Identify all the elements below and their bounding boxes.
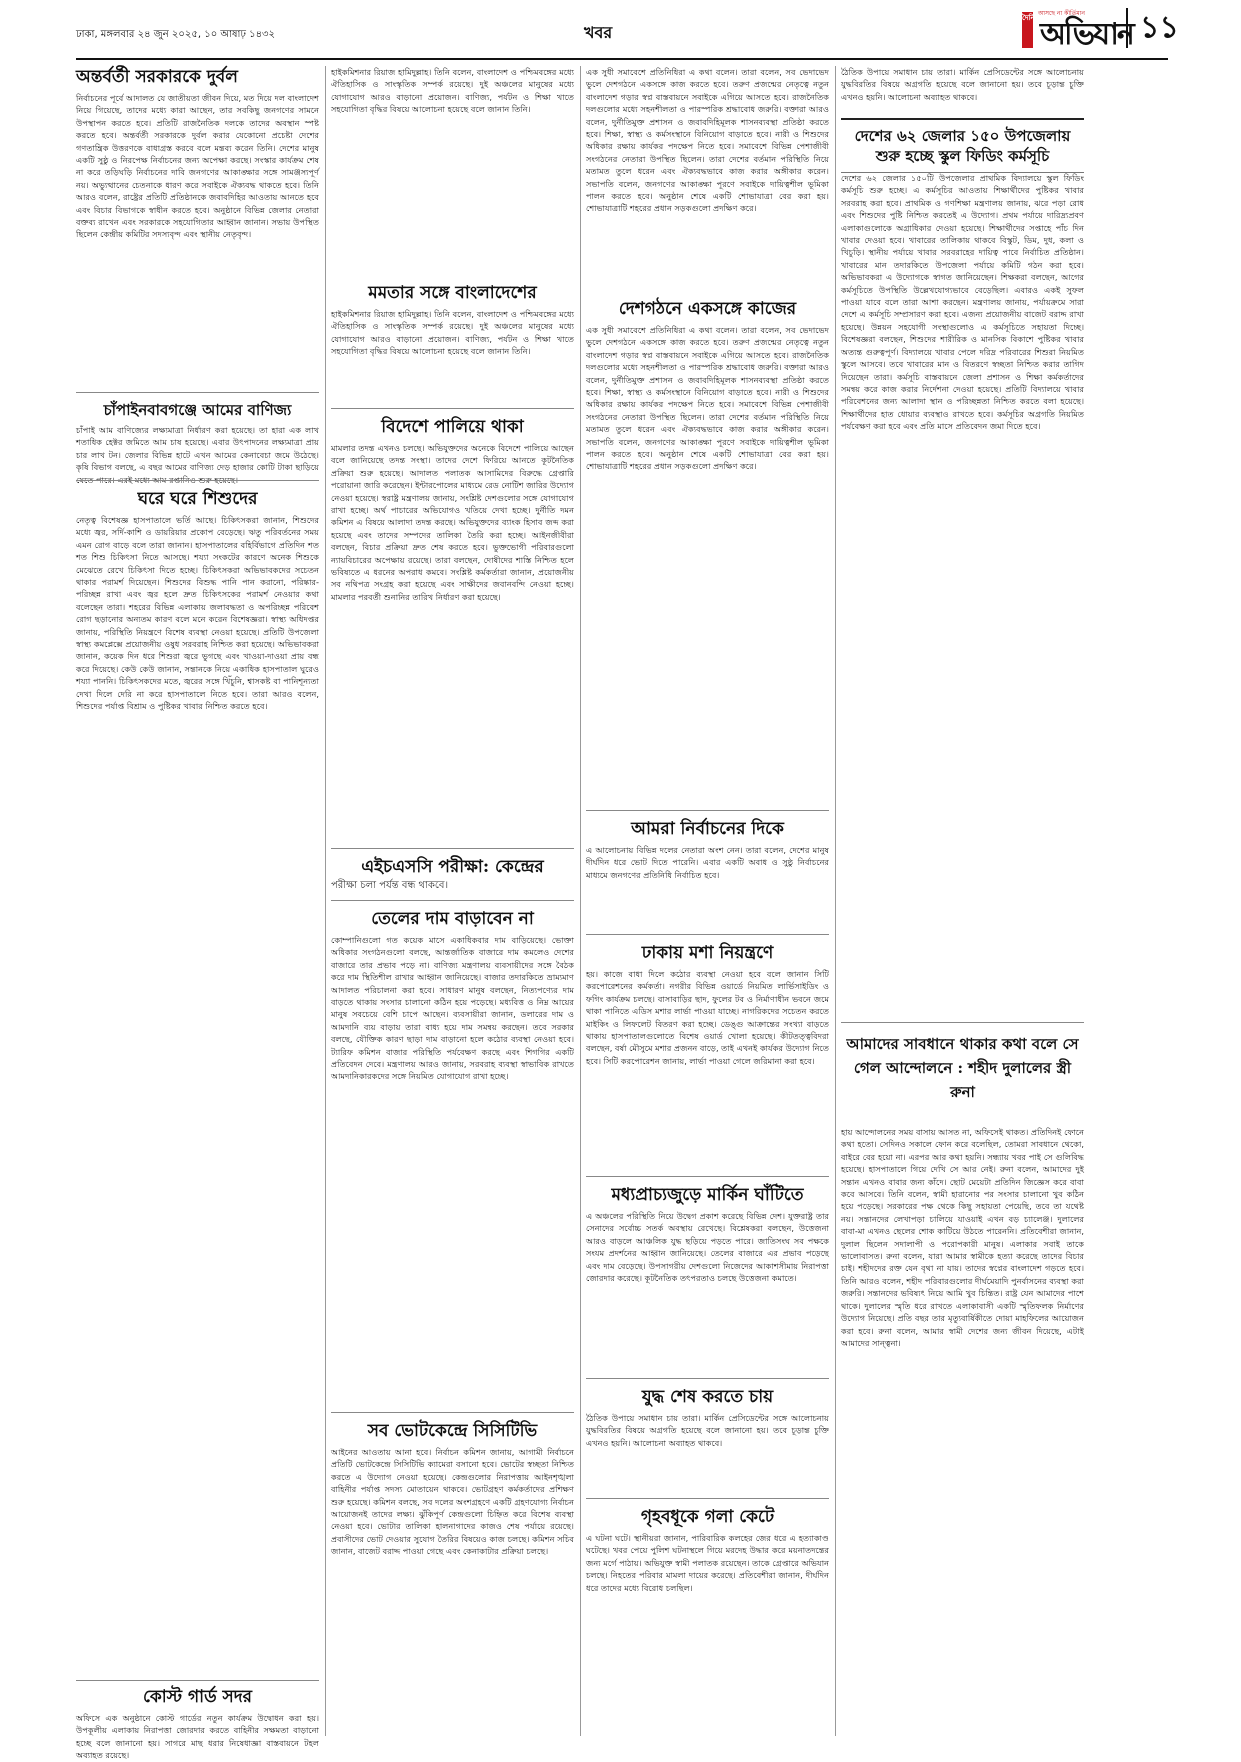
article-separator <box>76 1680 319 1681</box>
article-body: নেতৃত্ব বিশেষজ্ঞ হাসপাতালে ভর্তি আছে। চিকিৎসকরা জানান, শিশুদের মধ্যে জ্বর, সর্দি-কাশি ও ডায়রিয়ার প্রকোপ বেড়েছে। ঋতু পরিবর্তনের সময় এমন রোগ বাড়ে বলে তারা জানান। হাসপাতালের বহির্বিভাগে প্রতিদিন শত শত শিশু চিকিৎসা নিতে আসছে। শয্যা সংকটের কারণে অনেক শিশুকে মেঝেতে রেখে চিকিৎসা দিতে হচ্ছে। চিকিৎসকরা অভিভাবকদের সচেতন থাকার পরামর্শ দিয়েছেন। শিশুদের বিশুদ্ধ পানি পান করানো, পরিষ্কার-পরিচ্ছন্ন রাখা এবং জ্বর হলে দ্রুত চিকিৎসকের পরামর্শ নেওয়ার কথা বলেছেন তারা। শহরের বিভিন্ন এলাকায় জলাবদ্ধতা ও অপরিচ্ছন্ন পরিবেশ রোগ ছড়ানোর অন্যতম কারণ বলে মনে করেন বিশেষজ্ঞরা। স্বাস্থ্য অধিদপ্তর জানায়, পরিস্থিতি নিয়ন্ত্রণে বিশেষ ব্যবস্থা নেওয়া হয়েছে। প্রতিটি উপজেলা স্বাস্থ্য কমপ্লেক্সে প্রয়োজনীয় ওষুধ সরবরাহ নিশ্চিত করা হয়েছে। অভিভাবকরা জানান, কয়েক দিন ধরে শিশুরা জ্বরে ভুগছে এবং খাওয়া-দাওয়া প্রায় বন্ধ করে দিয়েছে। কেউ কেউ জানান, সন্তানকে নিয়ে একাধিক হাসপাতাল ঘুরেও শয্যা পাননি। চিকিৎসকদের মতে, জ্বরের সঙ্গে খিঁচুনি, শ্বাসকষ্ট বা পানিশূন্যতা দেখা দিলে দেরি না করে হাসপাতালে নিতে হবে। তারা আরও বলেন, শিশুদের পর্যাপ্ত বিশ্রাম ও পুষ্টিকর খাবার নিশ্চিত করতে হবে। <box>76 515 319 712</box>
article-separator <box>76 392 319 393</box>
article-block <box>841 1126 1084 1734</box>
article-block <box>586 942 829 1172</box>
article-headline: মমতার সঙ্গে বাংলাদেশের <box>368 283 537 303</box>
article-headline: চাঁপাইনবাবগঞ্জে আমের বাণিজ্য <box>103 401 292 419</box>
article-body-continued: এক সুধী সমাবেশে প্রতিনিধিরা এ কথা বলেন। তারা বলেন, সব ভেদাভেদ ভুলে দেশগঠনে একসঙ্গে কাজ করতে হবে। তরুণ প্রজন্মের নেতৃত্বে নতুন বাংলাদেশ গড়ার স্বপ্ন বাস্তবায়নে সবাইকে এগিয়ে আসতে হবে। রাজনৈতিক দলগুলোর মধ্যে সহনশীলতা ও পারস্পরিক শ্রদ্ধাবোধ জরুরি। বক্তারা আরও বলেন, দুর্নীতিমুক্ত প্রশাসন ও জবাবদিহিমূলক শাসনব্যবস্থা প্রতিষ্ঠা করতে হবে। শিক্ষা, স্বাস্থ্য ও কর্মসংস্থানে বিনিয়োগ বাড়াতে হবে। নারী ও শিশুদের অধিকার রক্ষায় কার্যকর পদক্ষেপ নিতে হবে। সমাবেশে বিভিন্ন পেশাজীবী সংগঠনের নেতারা উপস্থিত ছিলেন। তারা দেশের বর্তমান পরিস্থিতি নিয়ে মতামত তুলে ধরেন এবং ঐক্যবদ্ধভাবে কাজ করার অঙ্গীকার করেন। সভাপতি বলেন, জনগণের আকাঙ্ক্ষা পূরণে সবাইকে দায়িত্বশীল ভূমিকা পালন করতে হবে। অনুষ্ঠান শেষে একটি শোভাযাত্রা বের করা হয়। শোভাযাত্রাটি শহরের প্রধান সড়কগুলো প্রদক্ষিণ করে। <box>586 67 829 214</box>
column-4 <box>841 66 1084 1736</box>
column-divider <box>325 66 326 1736</box>
article-body: নির্বাচনের পূর্বে আদালত যে জাতীয়তা জীবন দিয়ে, মত দিয়ে দল বাংলাদেশ নিয়ে গিয়েছে, তাদের মধ্যে কারা আছেন, তার সবকিছু জনগণের সামনে উপস্থাপন করতে হবে। প্রতিটি রাজনৈতিক দলকে তাদের অবস্থান স্পষ্ট করতে হবে। অন্তর্বর্তী সরকারকে দুর্বল করার যেকোনো প্রচেষ্টা দেশের গণতান্ত্রিক উত্তরণকে বাধাগ্রস্ত করবে বলে মন্তব্য করেন তিনি। দেশের মানুষ একটি সুষ্ঠু ও নিরপেক্ষ নির্বাচনের জন্য অপেক্ষা করছে। সংস্কার কার্যক্রম শেষ না করে তড়িঘড়ি নির্বাচনের দাবি জনগণের আকাঙ্ক্ষার সঙ্গে সামঞ্জস্যপূর্ণ নয়। অভ্যুত্থানের চেতনাকে ধারণ করে সবাইকে ঐক্যবদ্ধ থাকতে হবে। তিনি আরও বলেন, রাষ্ট্রের প্রতিটি প্রতিষ্ঠানকে জবাবদিহির আওতায় আনতে হবে এবং বিচার বিভাগকে স্বাধীন করতে হবে। অনুষ্ঠানে বিভিন্ন জেলার নেতারা বক্তব্য রাখেন এবং সরকারকে সহযোগিতার আহ্বান জানান। সভায় উপস্থিত ছিলেন কেন্দ্রীয় কমিটির সদস্যবৃন্দ এবং স্থানীয় নেতৃবৃন্দ। <box>76 93 319 240</box>
article-block <box>76 1686 319 1761</box>
article-block <box>76 488 319 1684</box>
article-block <box>331 1420 574 1734</box>
article-block <box>586 1506 829 1734</box>
article-headline: ঘরে ঘরে শিশুদের <box>137 489 258 509</box>
article-headline: বিদেশে পালিয়ে থাকা <box>381 417 524 437</box>
article-kicker: পরীক্ষা চলা পর্যন্ত বন্ধ থাকবে। <box>331 880 449 891</box>
article-separator <box>586 1176 829 1177</box>
article-separator <box>331 848 574 849</box>
article-block <box>76 66 319 388</box>
article-headline: এইচএসসি পরীক্ষা: কেন্দ্রের <box>361 857 544 877</box>
article-body: মামলার তদন্ত এখনও চলছে। অভিযুক্তদের অনেকে বিদেশে পালিয়ে আছেন বলে জানিয়েছে তদন্ত সংস্থা। তাদের দেশে ফিরিয়ে আনতে কূটনৈতিক প্রক্রিয়া শুরু হয়েছে। আদালত পলাতক আসামিদের বিরুদ্ধে গ্রেপ্তারি পরোয়ানা জারি করেছেন। ইন্টারপোলের মাধ্যমে রেড নোটিশ জারির উদ্যোগ নেওয়া হয়েছে। স্বরাষ্ট্র মন্ত্রণালয় জানায়, সংশ্লিষ্ট দেশগুলোর সঙ্গে যোগাযোগ রাখা হচ্ছে। অর্থ পাচারের অভিযোগও খতিয়ে দেখা হচ্ছে। দুর্নীতি দমন কমিশন এ বিষয়ে আলাদা তদন্ত করছে। অভিযুক্তদের ব্যাংক হিসাব জব্দ করা হয়েছে এবং তাদের সম্পদের তালিকা তৈরি করা হচ্ছে। আইনজীবীরা বলছেন, বিচার প্রক্রিয়া দ্রুত শেষ করতে হবে। ভুক্তভোগী পরিবারগুলো ন্যায়বিচারের অপেক্ষায় রয়েছে। তারা বলছেন, দোষীদের শাস্তি নিশ্চিত হলে ভবিষ্যতে এ ধরনের অপরাধ কমবে। সংশ্লিষ্ট কর্মকর্তারা জানান, প্রয়োজনীয় সব নথিপত্র সংগ্রহ করা হয়েছে এবং সাক্ষীদের জবানবন্দি নেওয়া হচ্ছে। মামলার পরবর্তী শুনানির তারিখ নির্ধারণ করা হয়েছে। <box>331 443 574 602</box>
article-block <box>841 66 1084 110</box>
article-block <box>841 1032 1084 1118</box>
article-body: ঠৈতিক উপায়ে সমাধান চায় তারা। মার্কিন প্রেসিডেন্টের সঙ্গে আলোচনায় যুদ্ধবিরতির বিষয়ে অগ্রগতি হয়েছে বলে জানানো হয়। তবে চূড়ান্ত চুক্তি এখনও হয়নি। আলোচনা অব্যাহত থাকবে। <box>586 1413 829 1448</box>
article-body: এ অঞ্চলের পরিস্থিতি নিয়ে উদ্বেগ প্রকাশ করেছে বিভিন্ন দেশ। যুক্তরাষ্ট্র তার সেনাদের সর্বোচ্চ সতর্ক অবস্থায় রেখেছে। বিশ্লেষকরা বলছেন, উত্তেজনা আরও বাড়লে আঞ্চলিক যুদ্ধ ছড়িয়ে পড়তে পারে। জাতিসংঘ সব পক্ষকে সংযম প্রদর্শনের আহ্বান জানিয়েছে। তেলের বাজারে এর প্রভাব পড়েছে এবং দাম বেড়েছে। উপসাগরীয় দেশগুলো নিজেদের আকাশসীমায় নিরাপত্তা জোরদার করেছে। কূটনৈতিক তৎপরতাও চলছে উত্তেজনা কমাতে। <box>586 1211 829 1284</box>
article-block <box>331 66 574 114</box>
article-body: চাঁপাই আম বাণিজ্যের লক্ষ্যমাত্রা নির্ধারণ করা হয়েছে। তা হারা এক লাখ শতাধিক হেক্টর জমিতে আম চাষ হয়েছে। এবার উৎপাদনের লক্ষ্যমাত্রা প্রায় চার লাখ টন। জেলার বিভিন্ন হাটে এখন আমের কেনাবেচা জমে উঠেছে। কৃষি বিভাগ বলছে, এ বছর আমের বাণিজ্য দেড় হাজার কোটি টাকা ছাড়িয়ে <box>76 425 319 473</box>
article-headline: আমাদের সাবধানে থাকার কথা বলে সে গেল আন্দোলনে : শহীদ দুলালের স্ত্রী রুনা <box>846 1035 1079 1101</box>
article-block <box>331 856 574 896</box>
article-body: এক সুধী সমাবেশে প্রতিনিধিরা এ কথা বলেন। তারা বলেন, সব ভেদাভেদ ভুলে দেশগঠনে একসঙ্গে কাজ করতে হবে। তরুণ প্রজন্মের নেতৃত্বে নতুন বাংলাদেশ গড়ার স্বপ্ন বাস্তবায়নে সবাইকে এগিয়ে আসতে হবে। রাজনৈতিক দলগুলোর মধ্যে সহনশীলতা ও পারস্পরিক শ্রদ্ধাবোধ জরুরি। বক্তারা আরও বলেন, দুর্নীতিমুক্ত প্রশাসন ও জবাবদিহিমূলক শাসনব্যবস্থা প্রতিষ্ঠা করতে হবে। শিক্ষা, স্বাস্থ্য ও কর্মসংস্থানে বিনিয়োগ বাড়াতে হবে। নারী ও শিশুদের অধিকার রক্ষায় কার্যকর পদক্ষেপ নিতে হবে। সমাবেশে বিভিন্ন পেশাজীবী সংগঠনের নেতারা উপস্থিত ছিলেন। তারা দেশের বর্তমান পরিস্থিতি নিয়ে মতামত তুলে ধরেন এবং ঐক্যবদ্ধভাবে কাজ করার অঙ্গীকার করেন। সভাপতি বলেন, জনগণের আকাঙ্ক্ষা পূরণে সবাইকে দায়িত্বশীল ভূমিকা পালন করতে হবে। অনুষ্ঠান শেষে একটি শোভাযাত্রা বের করা হয়। শোভাযাত্রাটি শহরের প্রধান সড়কগুলো প্রদক্ষিণ করে। <box>586 325 829 472</box>
article-block <box>586 1386 829 1494</box>
article-body: দেশের ৬২ জেলার ১৫০টি উপজেলার প্রাথমিক বিদ্যালয়ে স্কুল ফিডিং কর্মসূচি শুরু হচ্ছে। এ কর্মসূচির আওতায় শিক্ষার্থীদের পুষ্টিকর খাবার সরবরাহ করা হবে। প্রাথমিক ও গণশিক্ষা মন্ত্রণালয় জানায়, ঝরে পড়া রোধ এবং শিশুদের পুষ্টি নিশ্চিত করতেই এ উদ্যোগ। প্রথম পর্যায়ে দারিদ্র্যপ্রবণ এলাকাগুলোকে অগ্রাধিকার দেওয়া হয়েছে। শিক্ষার্থীদের সপ্তাহে পাঁচ দিন খাবার দেওয়া হবে। খাবারের তালিকায় থাকবে বিস্কুট, ডিম, দুধ, কলা ও খিচুড়ি। স্থানীয় পর্যায়ে খাবার সরবরাহের দায়িত্ব পাবে নির্বাচিত প্রতিষ্ঠান। খাবারের মান তদারকিতে উপজেলা পর্যায়ে কমিটি গঠন করা হবে। অভিভাবকরা এ উদ্যোগকে স্বাগত জানিয়েছেন। শিক্ষকরা বলছেন, আগের কর্মসূচিতে উপস্থিতি উল্লেখযোগ্যভাবে বেড়েছিল। এবারও একই সুফল পাওয়া যাবে বলে তারা আশা করছেন। মন্ত্রণালয় জানায়, পর্যায়ক্রমে সারা দেশে এ কর্মসূচি সম্প্রসারণ করা হবে। এজন্য প্রয়োজনীয় বাজেট বরাদ্দ রাখা হয়েছে। উন্নয়ন সহযোগী সংস্থাগুলোও এ কর্মসূচিতে সহায়তা দিচ্ছে। বিশেষজ্ঞরা বলছেন, শিশুদের শারীরিক ও মানসিক বিকাশে পুষ্টিকর খাবার অত্যন্ত গুরুত্বপূর্ণ। বিদ্যালয়ে খাবার পেলে দরিদ্র পরিবারের শিশুরা নিয়মিত স্কুলে আসবে। তবে খাবারের মান ও বিতরণে স্বচ্ছতা নিশ্চিত করার তাগিদ দিয়েছেন তারা। কর্মসূচি বাস্তবায়নে জেলা প্রশাসন ও শিক্ষা কর্মকর্তাদের সমন্বয় করে কাজ করার নির্দেশনা দেওয়া হয়েছে। প্রতিটি বিদ্যালয়ে খাবার পরিবেশনের জন্য আলাদা স্থান ও পরিচ্ছন্নতা নিশ্চিত করতে বলা হয়েছে। শিক্ষার্থীদের হাত ধোয়ার ব্যবস্থাও রাখতে হবে। কর্মসূচির অগ্রগতি নিয়মিত পর্যবেক্ষণ করা হবে এবং প্রতি মাসে প্রতিবেদন জমা দিতে হবে। <box>841 173 1084 432</box>
column-divider <box>580 66 581 1736</box>
article-headline: দেশের ৬২ জেলার ১৫০ উপজেলায় শুরু হচ্ছে স্কুল ফিডিং কর্মসূচি <box>854 127 1071 165</box>
article-body: হায় আন্দোলনের সময় বাসায় আসত না, অফিসেই থাকত। প্রতিদিনই ফোনে কথা হতো। সেদিনও সকালে ফোন করে বলেছিল, তোমরা সাবধানে থেকো, বাইরে বের হয়ো না। এরপর আর কথা হয়নি। সন্ধ্যায় খবর পাই সে গুলিবিদ্ধ হয়েছে। হাসপাতালে গিয়ে দেখি সে আর নেই। রুনা বলেন, আমাদের দুই সন্তান এখনও বাবার জন্য কাঁদে। ছোট মেয়েটা প্রতিদিন জিজ্ঞেস করে বাবা কবে আসবে। তিনি বলেন, স্বামী হারানোর পর সংসার চালানো খুব কঠিন হয়ে পড়েছে। সরকারের পক্ষ থেকে কিছু সহায়তা পেয়েছি, তবে তা যথেষ্ট নয়। সন্তানদের লেখাপড়া চালিয়ে যাওয়াই এখন বড় চ্যালেঞ্জ। দুলালের বাবা-মা এখনও ছেলের শোক কাটিয়ে উঠতে পারেননি। প্রতিবেশীরা জানান, দুলাল ছিলেন সদালাপী ও পরোপকারী মানুষ। এলাকার সবাই তাকে ভালোবাসত। রুনা বলেন, যারা আমার স্বামীকে হত্যা করেছে তাদের বিচার চাই। শহীদদের রক্ত যেন বৃথা না যায়। তাদের স্বপ্নের বাংলাদেশ গড়তে হবে। তিনি আরও বলেন, শহীদ পরিবারগুলোর দীর্ঘমেয়াদি পুনর্বাসনের ব্যবস্থা করা জরুরি। সন্তানদের ভবিষ্যৎ নিয়ে আমি খুব চিন্তিত। রাষ্ট্র যেন আমাদের পাশে থাকে। দুলালের স্মৃতি ধরে রাখতে এলাকাবাসী একটি স্মৃতিফলক নির্মাণের উদ্যোগ নিয়েছে। প্রতি বছর তার মৃত্যুবার্ষিকীতে দোয়া মাহফিলের আয়োজন করা হবে। রুনা বলেন, আমার স্বামী দেশের জন্য জীবন দিয়েছে, এটাই আমাদের সান্ত্বনা। <box>841 1127 1084 1348</box>
article-headline: দেশগঠনে একসঙ্গে কাজের <box>618 299 797 319</box>
article-headline: অন্তর্বর্তী সরকারকে দুর্বল <box>76 67 238 87</box>
article-body: এ আলোচনায় বিভিন্ন দলের নেতারা অংশ নেন। তারা বলেন, দেশের মানুষ দীর্ঘদিন ধরে ভোট দিতে পারেনি। এবার একটি অবাধ ও সুষ্ঠু নির্বাচনের মাধ্যমে জনগণের প্রতিনিধি নির্বাচিত হবে। <box>586 845 829 880</box>
article-separator <box>76 480 319 481</box>
article-separator <box>331 1412 574 1413</box>
article-headline: ঢাকায় মশা নিয়ন্ত্রণে <box>641 943 774 963</box>
article-headline-box <box>841 118 1084 173</box>
article-body: কোম্পানিগুলো গত কয়েক মাসে একাধিকবার দাম বাড়িয়েছে। ভোক্তা অধিকার সংগঠনগুলো বলছে, আন্তর্জাতিক বাজারে দাম কমলেও দেশের বাজারে তার প্রভাব পড়ে না। বাণিজ্য মন্ত্রণালয় ব্যবসায়ীদের সঙ্গে বৈঠক করে দাম স্থিতিশীল রাখার আহ্বান জানিয়েছে। বাজার তদারকিতে ভ্রাম্যমাণ আদালত পরিচালনা করা হবে। সাধারণ মানুষ বলছেন, নিত্যপণ্যের দাম বাড়তে থাকায় সংসার চালানো কঠিন হয়ে পড়েছে। মধ্যবিত্ত ও নিম্ন আয়ের মানুষ সবচেয়ে বেশি চাপে আছেন। ব্যবসায়ীরা জানান, ডলারের দাম ও আমদানি ব্যয় বাড়ায় তারা বাধ্য হয়ে দাম সমন্বয় করছেন। তবে সরকার বলছে, যৌক্তিক কারণ ছাড়া দাম বাড়ানো হলে কঠোর ব্যবস্থা নেওয়া হবে। ট্যারিফ কমিশন বাজার পরিস্থিতি পর্যবেক্ষণ করছে এবং শিগগির একটি প্রতিবেদন দেবে। মন্ত্রণালয় আরও জানায়, সরবরাহ ব্যবস্থা স্বাভাবিক রাখতে আমদানিকারকদের সঙ্গে নিয়মিত যোগাযোগ রাখা হচ্ছে। <box>331 935 574 1082</box>
section-title: খবর <box>584 23 613 42</box>
article-headline: কোস্ট গার্ড সদর <box>142 1687 253 1707</box>
page-number: ১১ <box>1126 8 1182 48</box>
logo-tagline: আসছে না কীর্তিমান <box>1038 10 1085 17</box>
article-body: হয়। কাজে বাধা দিলে কঠোর ব্যবস্থা নেওয়া হবে বলে জানান সিটি করপোরেশনের কর্মকর্তা। নগরীর বিভিন্ন ওয়ার্ডে নিয়মিত লার্ভিসাইডিং ও ফগিং কার্যক্রম চলছে। বাসাবাড়ির ছাদ, ফুলের টব ও নির্মাণাধীন ভবনে জমে থাকা পানিতে এডিস মশার লার্ভা পাওয়া যাচ্ছে। নাগরিকদের সচেতন করতে মাইকিং ও লিফলেট বিতরণ করা হচ্ছে। ডেঙ্গু আক্রান্তের সংখ্যা বাড়তে থাকায় হাসপাতালগুলোতে বিশেষ ওয়ার্ড খোলা হয়েছে। কীটতত্ত্ববিদরা বলছেন, বর্ষা মৌসুমে মশার প্রজনন বাড়ে, তাই এখনই কার্যকর উদ্যোগ নিতে হবে। সিটি করপোরেশন জানায়, লার্ভা পাওয়া গেলে জরিমানা করা হবে। <box>586 969 829 1066</box>
article-body: অফিসে এক অনুষ্ঠানে কোস্ট গার্ডের নতুন কার্যক্রম উদ্বোধন করা হয়। উপকূলীয় এলাকায় নিরাপত্তা জোরদার করতে বাহিনীর সক্ষমতা বাড়ানো হচ্ছে বলে জানানো হয়। সাগরে মাছ ধরার নিষেধাজ্ঞা বাস্তবায়নে টহল অব্যাহত রয়েছে। <box>76 1713 319 1761</box>
article-block <box>841 172 1084 1018</box>
article-headline: সব ভোটকেন্দ্রে সিসিটিভি <box>367 1421 538 1441</box>
article-separator <box>586 810 829 811</box>
article-body-continued: হাইকমিশনার রিয়াজ হামিদুল্লাহ। তিনি বলেন, বাংলাদেশ ও পশ্চিমবঙ্গের মধ্যে ঐতিহাসিক ও সাংস্কৃতিক সম্পর্ক রয়েছে। দুই অঞ্চলের মানুষের মধ্যে যোগাযোগ আরও বাড়ানো প্রয়োজন। বাণিজ্য, পর্যটন ও শিক্ষা খাতে সহযোগিতা বৃদ্ধির বিষয়ে আলোচনা হয়েছে বলে জানান তিনি। <box>331 67 574 115</box>
article-body-continued: ঠৈতিক উপায়ে সমাধান চায় তারা। মার্কিন প্রেসিডেন্টের সঙ্গে আলোচনায় যুদ্ধবিরতির বিষয়ে অগ্রগতি হয়েছে বলে জানানো হয়। তবে চূড়ান্ত চুক্তি এখনও হয়নি। আলোচনা অব্যাহত থাকবে। <box>841 67 1084 102</box>
article-block <box>331 416 574 844</box>
logo-name: অভিযান <box>1040 17 1133 52</box>
article-headline: যুদ্ধ শেষ করতে চায় <box>641 1387 774 1407</box>
article-headline: মধ্যপ্রাচ্যজুড়ে মার্কিন ঘাঁটিতে <box>611 1185 804 1205</box>
article-body: এ ঘটনা ঘটে। স্থানীয়রা জানান, পারিবারিক কলহের জের ধরে এ হত্যাকাণ্ড ঘটেছে। খবর পেয়ে পুলিশ ঘটনাস্থলে গিয়ে মরদেহ উদ্ধার করে ময়নাতদন্তের জন্য মর্গে পাঠায়। অভিযুক্ত স্বামী পলাতক রয়েছেন। তাকে গ্রেপ্তারে অভিযান চলছে। নিহতের পরিবার মামলা দায়ের করেছে। প্রতিবেশীরা জানান, দীর্ঘদিন ধরে তাদের মধ্যে বিরোধ চলছিল। <box>586 1533 829 1593</box>
column-3 <box>586 66 829 1736</box>
article-block <box>586 66 829 292</box>
column-2 <box>331 66 574 1736</box>
article-block <box>331 908 574 1408</box>
article-block <box>586 298 829 806</box>
article-block <box>586 1184 829 1374</box>
article-separator <box>586 934 829 935</box>
article-headline: তেলের দাম বাড়াবেন না <box>371 909 534 929</box>
article-separator <box>586 1498 829 1499</box>
header-rule <box>76 58 1168 60</box>
article-separator <box>331 408 574 409</box>
article-block <box>331 282 574 394</box>
article-separator <box>841 1022 1084 1023</box>
article-block <box>586 818 829 930</box>
article-separator <box>586 1378 829 1379</box>
logo-mark: দৈনিক <box>1022 12 1033 48</box>
article-body: হাইকমিশনার রিয়াজ হামিদুল্লাহ। তিনি বলেন, বাংলাদেশ ও পশ্চিমবঙ্গের মধ্যে ঐতিহাসিক ও সাংস্কৃতিক সম্পর্ক রয়েছে। দুই অঞ্চলের মানুষের মধ্যে যোগাযোগ আরও বাড়ানো প্রয়োজন। বাণিজ্য, পর্যটন ও শিক্ষা খাতে সহযোগিতা বৃদ্ধির বিষয়ে আলোচনা হয়েছে বলে জানান তিনি। <box>331 309 574 357</box>
article-block <box>76 400 319 476</box>
masthead-logo <box>1022 8 1133 52</box>
article-separator <box>331 900 574 901</box>
issue-date: ঢাকা, মঙ্গলবার ২৪ জুন ২০২৫, ১০ আষাঢ় ১৪৩২ <box>76 29 276 40</box>
article-headline: আমরা নির্বাচনের দিকে <box>631 819 784 839</box>
article-headline: গৃহবধূকে গলা কেটে <box>640 1507 775 1527</box>
column-1 <box>76 66 319 1761</box>
column-divider <box>835 66 836 1736</box>
article-body: আইনের আওতায় আনা হবে। নির্বাচন কমিশন জানায়, আগামী নির্বাচনে প্রতিটি ভোটকেন্দ্রে সিসিটিভি ক্যামেরা বসানো হবে। ভোটের স্বচ্ছতা নিশ্চিত করতে এ উদ্যোগ নেওয়া হয়েছে। কেন্দ্রগুলোর নিরাপত্তায় আইনশৃঙ্খলা বাহিনীর পর্যাপ্ত সদস্য মোতায়েন থাকবে। ভোটগ্রহণ কর্মকর্তাদের প্রশিক্ষণ শুরু হয়েছে। কমিশন বলছে, সব দলের অংশগ্রহণে একটি গ্রহণযোগ্য নির্বাচন আয়োজনই তাদের লক্ষ্য। ঝুঁকিপূর্ণ কেন্দ্রগুলো চিহ্নিত করে বিশেষ ব্যবস্থা নেওয়া হবে। ভোটার তালিকা হালনাগাদের কাজও শেষ পর্যায়ে রয়েছে। প্রবাসীদের ভোট দেওয়ার সুযোগ তৈরির বিষয়েও কাজ চলছে। কমিশন সচিব জানান, বাজেট বরাদ্দ পাওয়া গেছে এবং কেনাকাটার প্রক্রিয়া চলছে। <box>331 1447 574 1557</box>
